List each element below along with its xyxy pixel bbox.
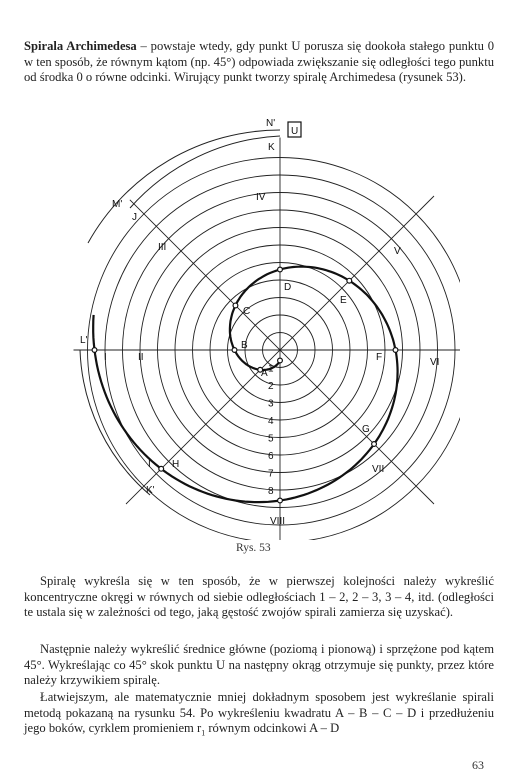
- step-number: 6: [268, 451, 274, 462]
- spiral-point: [232, 348, 237, 353]
- label-m-prime: M': [112, 199, 123, 210]
- label-k: K: [268, 142, 275, 153]
- label-iii: III: [158, 242, 167, 253]
- step-number: 3: [268, 398, 274, 410]
- label-iv: IV: [256, 192, 266, 203]
- label-g: G: [362, 424, 370, 435]
- label-i-lower: I: [148, 459, 151, 470]
- label-vii: VII: [372, 464, 385, 475]
- label-a: A: [261, 368, 268, 379]
- label-vi: VI: [430, 357, 440, 368]
- outer-arc-3: [80, 350, 150, 495]
- figure-caption: Rys. 53: [236, 542, 271, 554]
- spiral-point: [372, 442, 377, 447]
- label-k-prime: K': [146, 485, 155, 496]
- label-viii: VIII: [270, 516, 286, 527]
- paragraph-alternative: [24, 690, 494, 741]
- step-number: 1: [268, 363, 274, 375]
- step-number: 4: [268, 416, 274, 427]
- spiral-point: [347, 278, 352, 283]
- label-v: V: [394, 246, 401, 257]
- paragraph-diameters: Następnie należy wykreślić średnice główne (poziomą i pionową) i sprzężone pod kątem 45°. Wykreślając co 45° skok punktu U na następny okrąg otrzymuje się punkty, przez które należy krzywikiem spiralę.: [24, 642, 494, 688]
- outer-arc-1: [88, 130, 280, 243]
- intro-text: – powstaje wtedy, gdy punkt U porusza się dookoła stałego punktu 0 w ten sposób, że równym kątom (np. 45°) odpowiada zwiększanie się odległości tego punktu od środka 0 o równe odcinki. Wirujący punkt tworzy spiralę Archimedesa (rysunek 53).: [24, 39, 494, 85]
- spiral-figure: [60, 110, 460, 540]
- page-number: 63: [472, 758, 484, 772]
- spiral-point: [278, 358, 283, 363]
- step-number: 5: [268, 433, 274, 445]
- label-b: B: [241, 340, 248, 351]
- label-j: J: [132, 212, 137, 223]
- label-c: C: [243, 306, 251, 317]
- spiral-point: [92, 348, 97, 353]
- spiral-point: [393, 348, 398, 353]
- step-numbers: [268, 364, 274, 498]
- spiral-point: [233, 303, 238, 308]
- spiral-point: [159, 466, 164, 471]
- label-u: U: [291, 126, 299, 137]
- label-l-prime: L': [80, 335, 88, 346]
- label-ii: II: [138, 352, 144, 363]
- label-d: D: [284, 282, 292, 293]
- concentric-circles: [88, 158, 461, 541]
- spiral-point: [278, 498, 283, 503]
- alt-subscript: 1: [201, 728, 206, 738]
- step-number: 2: [268, 381, 274, 392]
- label-e: E: [340, 295, 347, 306]
- alt-text-b: równym odcinkowi A – D: [205, 721, 340, 736]
- label-f: F: [376, 352, 383, 363]
- alt-text-a: Łatwiejszym, ale matematycznie mniej dokładnym sposobem jest wykreślanie spirali metodą pokazaną na rysunku 54. Po wykreśleniu kwadratu A – B – C – D i przedłużeniu jego boków, cyrklem promieniem r: [24, 690, 494, 736]
- spiral-point: [278, 267, 283, 272]
- step-number: 7: [268, 468, 274, 480]
- concentric-circle: [88, 158, 461, 541]
- label-i: I: [104, 352, 107, 363]
- label-h: H: [172, 459, 180, 470]
- paragraph-method: Spiralę wykreśla się w ten sposób, że w pierwszej kolejności należy wykreślić koncentryczne okręgi w równych od siebie odległościach 1 – 2, 2 – 3, 3 – 4, itd. (odległości te ustala się w zależności od tego, jaką gęstość zwojów spirali zamierza się uzyskać).: [24, 574, 494, 620]
- paragraph-intro: [24, 39, 494, 86]
- term-heading: Spirala Archimedesa: [24, 39, 137, 53]
- step-number: 8: [268, 486, 274, 497]
- label-n-prime: N': [266, 118, 276, 129]
